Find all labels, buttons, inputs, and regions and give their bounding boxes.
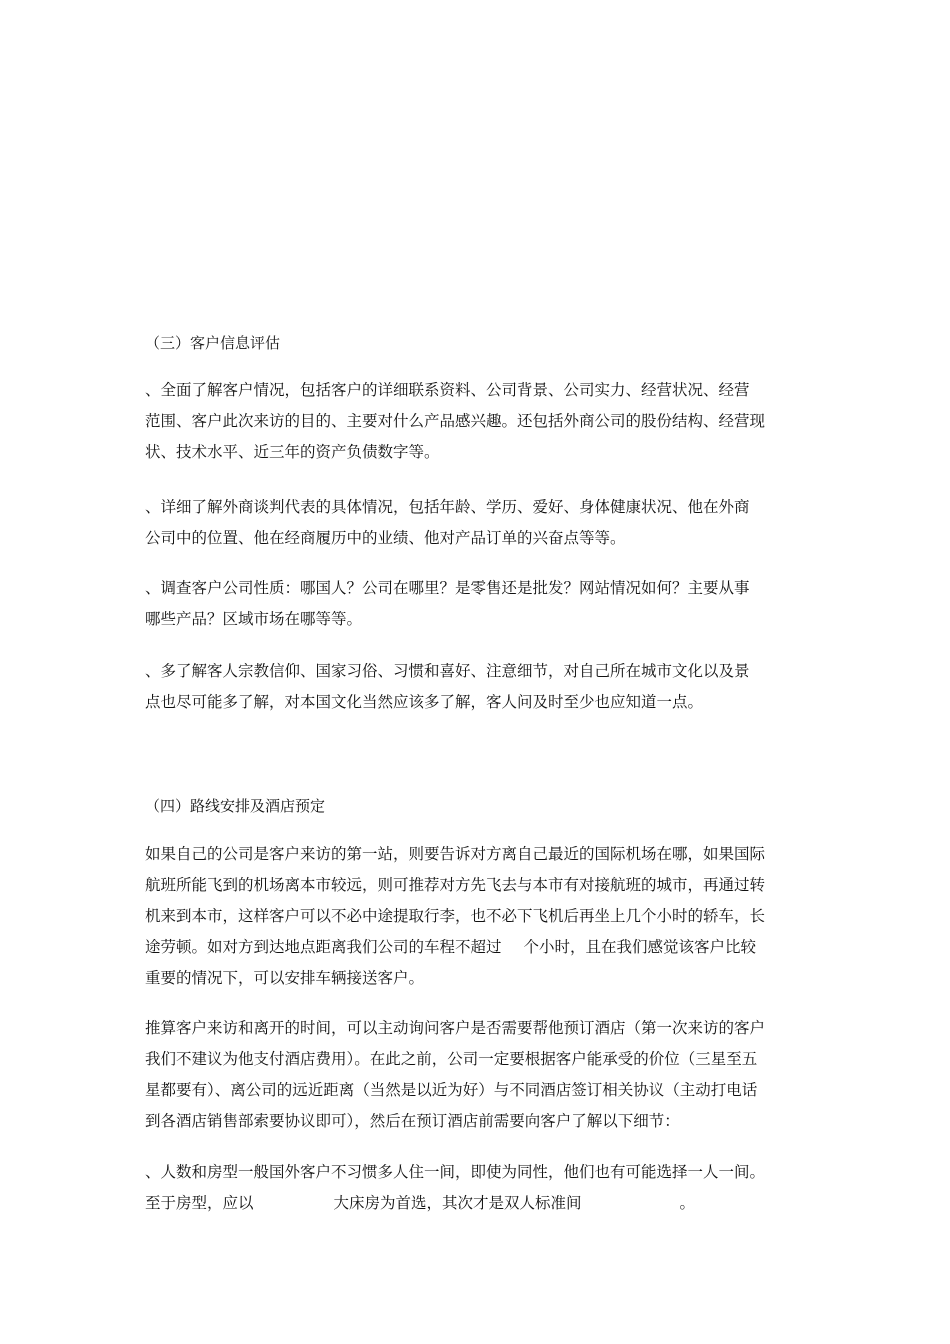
text-line: 、人数和房型一般国外客户不习惯多人住一间，即使为同性，他们也有可能选择一人一间。 [145, 1163, 766, 1181]
section-4-heading: （四）路线安排及酒店预定 [145, 797, 326, 815]
section-3-paragraph-2 [145, 492, 810, 554]
text-segment: 大床房为首选，其次才是双人标准间 [333, 1194, 582, 1212]
section-4-paragraph-3 [145, 1157, 810, 1219]
text-line: 、全面了解客户情况，包括客户的详细联系资料、公司背景、公司实力、经营状况、经营 [145, 381, 750, 399]
text-line: 航班所能飞到的机场离本市较远，则可推荐对方先飞去与本市有对接航班的城市，再通过转 [145, 876, 766, 894]
text-line [145, 1188, 810, 1219]
text-line: 公司中的位置、他在经商履历中的业绩、他对产品订单的兴奋点等等。 [145, 529, 626, 547]
text-line: 到各酒店销售部索要协议即可），然后在预订酒店前需要向客户了解以下细节： [145, 1112, 680, 1130]
text-line: 范围、客户此次来访的目的、主要对什么产品感兴趣。还包括外商公司的股份结构、经营现 [145, 412, 766, 430]
text-segment: 途劳顿。如对方到达地点距离我们公司的车程不超过 [145, 938, 502, 956]
section-3-heading: （三）客户信息评估 [145, 334, 281, 352]
section-3-paragraph-3 [145, 573, 810, 635]
text-line: 状、技术水平、近三年的资产负债数字等。 [145, 443, 440, 461]
text-segment: 。 [679, 1194, 696, 1212]
text-line: 点也尽可能多了解，对本国文化当然应该多了解，客人问及时至少也应知道一点。 [145, 693, 704, 711]
text-line [145, 932, 810, 963]
text-line: 机来到本市，这样客户可以不必中途提取行李，也不必下飞机后再坐上几个小时的轿车，长 [145, 907, 766, 925]
text-line: 哪些产品？区域市场在哪等等。 [145, 610, 363, 628]
text-line: 推算客户来访和离开的时间，可以主动询问客户是否需要帮他预订酒店（第一次来访的客户 [145, 1019, 766, 1037]
text-segment: 个小时，且在我们感觉该客户比较 [523, 938, 757, 956]
section-3-paragraph-1 [145, 375, 810, 468]
text-line: 、详细了解外商谈判代表的具体情况，包括年龄、学历、爱好、身体健康状况、他在外商 [145, 498, 750, 516]
text-line: 重要的情况下，可以安排车辆接送客户。 [145, 969, 425, 987]
section-4-paragraph-2 [145, 1013, 810, 1137]
text-line: 、调查客户公司性质：哪国人？公司在哪里？是零售还是批发？网站情况如何？主要从事 [145, 579, 750, 597]
section-3-paragraph-4 [145, 656, 810, 718]
text-line: 如果自己的公司是客户来访的第一站，则要告诉对方离自己最近的国际机场在哪，如果国际 [145, 845, 766, 863]
text-line: 、多了解客人宗教信仰、国家习俗、习惯和喜好、注意细节，对自己所在城市文化以及景 [145, 662, 750, 680]
section-4-paragraph-1 [145, 839, 810, 994]
text-line: 星都要有）、离公司的远近距离（当然是以近为好）与不同酒店签订相关协议（主动打电话 [145, 1081, 758, 1099]
text-line: 我们不建议为他支付酒店费用）。在此之前，公司一定要根据客户能承受的价位（三星至五 [145, 1050, 758, 1068]
text-segment: 至于房型，应以 [145, 1194, 254, 1212]
